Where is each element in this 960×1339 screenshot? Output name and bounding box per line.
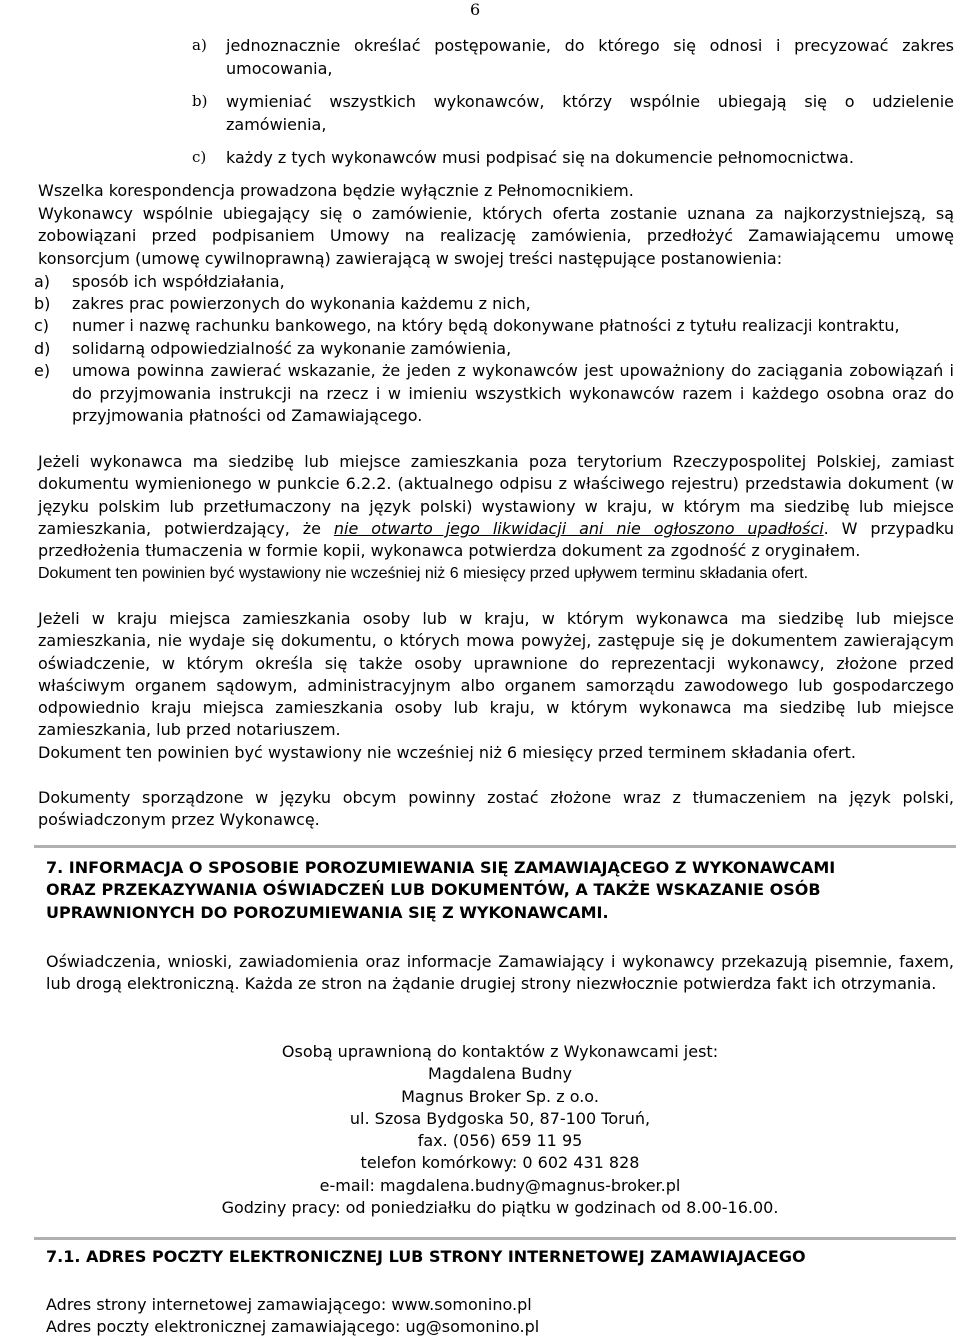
section-7-heading	[46, 857, 946, 924]
foreign-validity-note: Dokument ten powinien być wystawiony nie wcześniej niż 6 miesięcy przed upływem terminu składania ofert.	[38, 565, 809, 582]
list-text: solidarną odpowiedzialność za wykonanie zamówienia,	[72, 339, 512, 358]
consortium-intro	[38, 203, 954, 270]
list-letter: c)	[192, 148, 207, 166]
section-7-body: Oświadczenia, wnioski, zawiadomienia oraz informacje Zamawiający i wykonawcy przekazują pisemnie, faxem, lub drogą elektroniczną. Każda ze stron na żądanie drugiej strony niezwłocznie potwierdza fakt ich otrzymania.	[46, 952, 954, 994]
list-item	[34, 271, 954, 294]
section-divider	[34, 845, 956, 848]
list-item	[192, 146, 954, 169]
list-item	[34, 338, 954, 361]
foreign-company-paragraph	[38, 451, 954, 562]
list-item	[34, 360, 954, 428]
section-7-1-heading: 7.1. ADRES POCZTY ELEKTRONICZNEJ LUB STRONY INTERNETOWEJ ZAMAWIAJACEGO	[46, 1247, 806, 1266]
list-item	[192, 34, 954, 80]
contact-intro: Osobą uprawnioną do kontaktów z Wykonawcami jest:	[281, 1042, 719, 1061]
correspondence-note: Wszelka korespondencja prowadzona będzie wyłącznie z Pełnomocnikiem.	[38, 181, 634, 200]
list-letter: a)	[34, 272, 51, 291]
list-text: zakres prac powierzonych do wykonania każdemu z nich,	[72, 294, 531, 313]
page-number: 6	[470, 0, 481, 19]
list-letter: a)	[192, 36, 207, 54]
foreign-text-part2: . W przypadku przedłożenia tłumaczenia w formie kopii, wykonawca potwierdza dokument za zgodność z oryginałem.	[38, 518, 954, 561]
heading-line: 7. INFORMACJA O SPOSOBIE POROZUMIEWANIA SIĘ ZAMAWIAJĄCEGO Z WYKONAWCAMI	[46, 858, 836, 877]
heading-line: ORAZ PRZEKAZYWANIA OŚWIADCZEŃ LUB DOKUMENTÓW, A TAKŻE WSKAZANIE OSÓB	[46, 880, 821, 900]
contact-hours: Godziny pracy: od poniedziałku do piątku w godzinach od 8.00-16.00.	[221, 1198, 779, 1218]
website-address: Adres strony internetowej zamawiającego: www.somonino.pl	[46, 1295, 532, 1314]
list-text: sposób ich współdziałania,	[72, 272, 285, 291]
list-item	[34, 315, 954, 338]
list-letter: d)	[34, 339, 51, 358]
consortium-intro-text: Wykonawcy wspólnie ubiegający się o zamówienie, których oferta zostanie uznana za najkorzystniejszą, są zobowiązani przed podpisaniem Umowy na realizację zamówienia, przedłożyć Zamawiającemu umowę konsorcjum (umowę cywilnoprawną) zawierającą w swojej treści następujące postanowienia:	[38, 204, 954, 268]
list-letter: b)	[192, 92, 208, 110]
contact-phone: telefon komórkowy: 0 602 431 828	[360, 1153, 640, 1173]
heading-line: UPRAWNIONYCH DO POROZUMIEWANIA SIĘ Z WYKONAWCAMI.	[46, 902, 609, 922]
foreign-substitute-validity: Dokument ten powinien być wystawiony nie wcześniej niż 6 miesięcy przed terminem składania ofert.	[38, 743, 856, 762]
contact-fax: fax. (056) 659 11 95	[417, 1131, 583, 1151]
list-letter: e)	[34, 361, 51, 380]
section-divider	[34, 1237, 956, 1240]
list-text: wymieniać wszystkich wykonawców, którzy wspólnie ubiegają się o udzielenie zamówienia,	[226, 92, 954, 134]
contact-email: e-mail: magdalena.budny@magnus-broker.pl	[319, 1175, 681, 1195]
list-text: każdy z tych wykonawców musi podpisać się na dokumencie pełnomocnictwa.	[226, 148, 854, 167]
contact-company: Magnus Broker Sp. z o.o.	[401, 1086, 599, 1106]
list-letter: b)	[34, 294, 51, 313]
translation-note: Dokumenty sporządzone w języku obcym powinny zostać złożone wraz z tłumaczeniem na język polski, poświadczonym przez Wykonawcę.	[38, 788, 954, 830]
list-text: jednoznacznie określać postępowanie, do którego się odnosi i precyzować zakres umocowania,	[226, 36, 954, 78]
contact-address: ul. Szosa Bydgoska 50, 87-100 Toruń,	[349, 1108, 651, 1128]
foreign-text-part1: Jeżeli wykonawca ma siedzibę lub miejsce zamieszkania poza terytorium Rzeczypospolitej Polskiej, zamiast dokumentu wymienionego w punkcie 6.2.2. (aktualnego odpisu z właściwego rejestru) przedstawia dokument (w języku polskim lub przetłumaczony na język polski) wystawiony w kraju, w którym ma siedzibę lub miejsce zamieszkania, potwierdzający, że	[38, 452, 954, 538]
list-text: numer i nazwę rachunku bankowego, na który będą dokonywane płatności z tytułu realizacji kontraktu,	[72, 316, 900, 335]
list-item	[192, 90, 954, 136]
list-letter: c)	[34, 316, 50, 335]
foreign-substitute-paragraph: Jeżeli w kraju miejsca zamieszkania osoby lub w kraju, w którym wykonawca ma siedzibę lub miejsce zamieszkania, nie wydaje się dokumentu, o których mowa powyżej, zastępuje się je dokumentem zawierającym oświadczenie, w którym określa się także osoby uprawnione do reprezentacji wykonawcy, złożone przed właściwym organem sądowym, administracyjnym albo organem samorządu zawodowego lub gospodarczego odpowiednio kraju miejsca zamieszkania osoby lub kraju, w którym wykonawca ma siedzibę lub miejsce zamieszkania, lub przed notariuszem.	[38, 609, 954, 740]
list-item	[34, 293, 954, 316]
contact-name: Magdalena Budny	[428, 1064, 572, 1084]
contact-block	[0, 1041, 960, 1219]
foreign-text-underlined: nie otwarto jego likwidacji ani nie ogłoszono upadłości	[333, 518, 824, 538]
list-text: umowa powinna zawierać wskazanie, że jeden z wykonawców jest upoważniony do zaciągania zobowiązań i do przyjmowania instrukcji na rzecz i w imieniu wszystkich wykonawców razem i każdego osobna oraz do przyjmowania płatności od Zamawiającego.	[72, 361, 954, 425]
email-address: Adres poczty elektronicznej zamawiającego: ug@somonino.pl	[46, 1317, 540, 1336]
